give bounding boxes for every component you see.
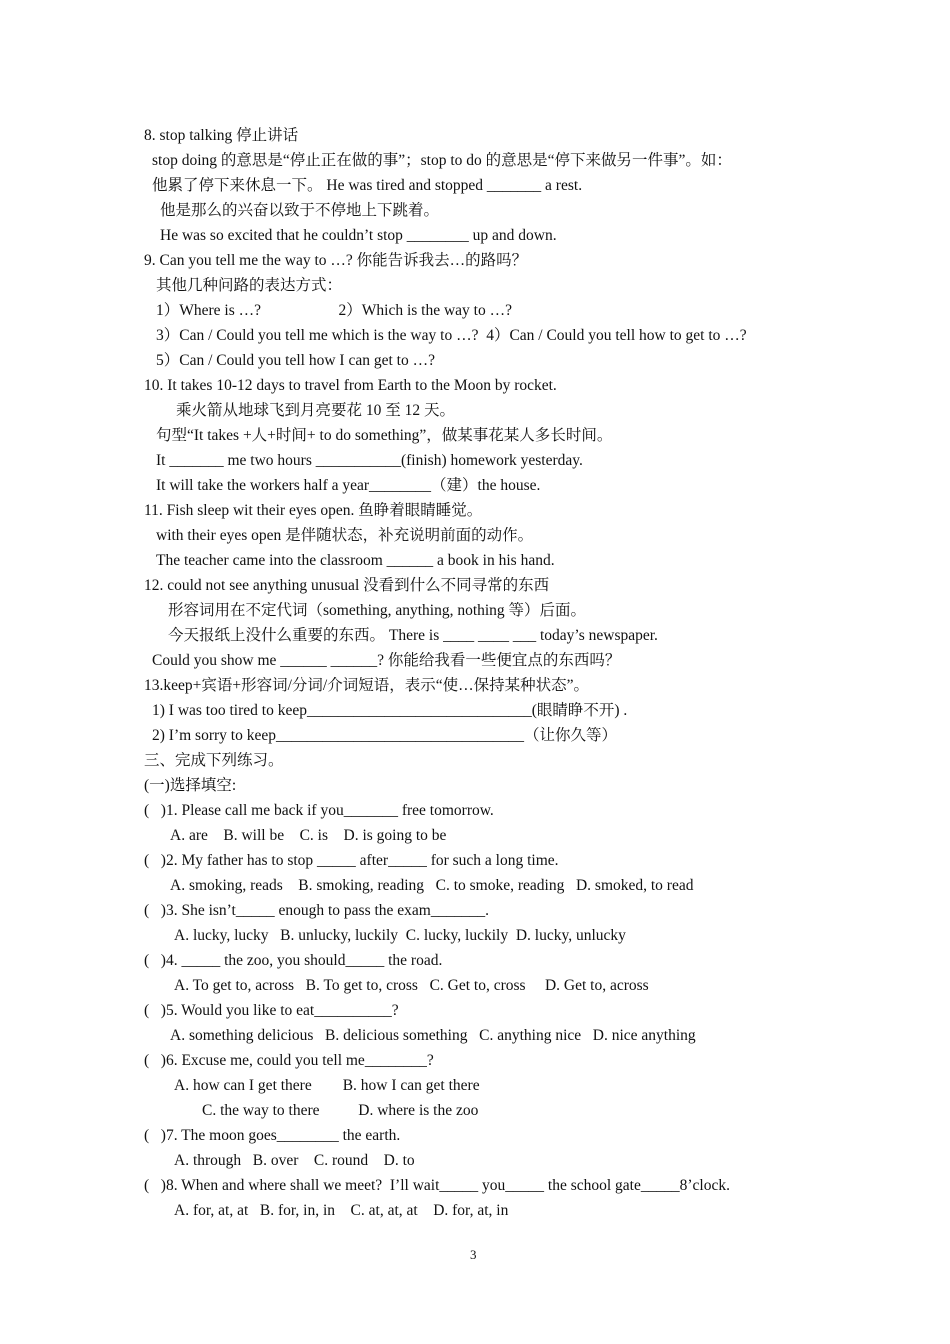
item-10-pattern: 句型“It takes +人+时间+ to do something”，做某事花某人多长时间。 <box>156 427 613 444</box>
question-1: ( )1. Please call me back if you_______ free tomorrow. <box>144 802 494 819</box>
item-8-example-1: 他累了停下来休息一下。 He was tired and stopped _______ a rest. <box>152 177 583 194</box>
item-12-exercise-2: Could you show me ______ ______? 你能给我看一些便宜点的东西吗？ <box>152 652 621 669</box>
question-5: ( )5. Would you like to eat__________? <box>144 1002 399 1019</box>
item-10-exercise-2: It will take the workers half a year________（建）the house. <box>156 477 541 494</box>
question-7: ( )7. The moon goes________ the earth. <box>144 1127 401 1144</box>
question-2: ( )2. My father has to stop _____ after_____ for such a long time. <box>144 852 559 869</box>
item-13-exercise-2: 2) I’m sorry to keep________________________________（让你久等） <box>152 727 617 744</box>
page-number: 3 <box>470 1247 477 1262</box>
item-11-exercise: The teacher came into the classroom ______ a book in his hand. <box>156 552 555 569</box>
question-8: ( )8. When and where shall we meet? I’ll wait_____ you_____ the school gate_____8’clock. <box>144 1177 730 1194</box>
subsection-heading: (一)选择填空: <box>144 777 237 794</box>
item-8-title: 8. stop talking 停止讲话 <box>144 127 299 144</box>
question-6-options-ab: A. how can I get there B. how I can get there <box>174 1077 480 1094</box>
item-10-exercise-1: It _______ me two hours ___________(finish) homework yesterday. <box>156 452 583 469</box>
item-8-example-2-cn: 他是那么的兴奋以致于不停地上下跳着。 <box>160 202 440 219</box>
item-12-title: 12. could not see anything unusual 没看到什么不同寻常的东西 <box>144 577 550 594</box>
item-8-example-2-en: He was so excited that he couldn’t stop ________ up and down. <box>160 227 557 244</box>
item-9-expr-3-4: 3）Can / Could you tell me which is the way to …? 4）Can / Could you tell how to get to …? <box>156 327 747 344</box>
question-6: ( )6. Excuse me, could you tell me________? <box>144 1052 434 1069</box>
question-4-options: A. To get to, across B. To get to, cross C. Get to, cross D. Get to, across <box>174 977 649 994</box>
item-10-title: 10. It takes 10-12 days to travel from Earth to the Moon by rocket. <box>144 377 557 394</box>
section-3-heading: 三、完成下列练习。 <box>144 752 284 769</box>
item-10-translation: 乘火箭从地球飞到月亮要花 10 至 12 天。 <box>176 402 456 419</box>
item-13-title: 13.keep+宾语+形容词/分词/介词短语，表示“使…保持某种状态”。 <box>144 677 589 694</box>
item-8-explanation: stop doing 的意思是“停止正在做的事”；stop to do 的意思是“停下来做另一件事”。如： <box>152 152 732 169</box>
item-9-title: 9. Can you tell me the way to …? 你能告诉我去…的路吗？ <box>144 252 528 269</box>
question-8-options: A. for, at, at B. for, in, in C. at, at, at D. for, at, in <box>174 1202 509 1219</box>
question-7-options: A. through B. over C. round D. to <box>174 1152 415 1169</box>
item-11-title: 11. Fish sleep wit their eyes open. 鱼睁着眼睛睡觉。 <box>144 502 483 519</box>
item-9-expr-1-2: 1）Where is …? 2）Which is the way to …? <box>156 302 512 319</box>
item-11-explanation: with their eyes open 是伴随状态，补充说明前面的动作。 <box>156 527 534 544</box>
question-1-options: A. are B. will be C. is D. is going to be <box>170 827 447 844</box>
question-3: ( )3. She isn’t_____ enough to pass the exam_______. <box>144 902 489 919</box>
question-2-options: A. smoking, reads B. smoking, reading C. to smoke, reading D. smoked, to read <box>170 877 694 894</box>
item-13-exercise-1: 1) I was too tired to keep_____________________________(眼睛睁不开) . <box>152 702 628 719</box>
item-9-expr-5: 5）Can / Could you tell how I can get to …? <box>156 352 435 369</box>
question-6-options-cd: C. the way to there D. where is the zoo <box>202 1102 479 1119</box>
question-3-options: A. lucky, lucky B. unlucky, luckily C. lucky, luckily D. lucky, unlucky <box>174 927 626 944</box>
item-12-explanation: 形容词用在不定代词（something, anything, nothing 等）后面。 <box>168 602 587 619</box>
question-5-options: A. something delicious B. delicious something C. anything nice D. nice anything <box>170 1027 696 1044</box>
item-9-subtitle: 其他几种问路的表达方式： <box>156 277 343 294</box>
item-12-exercise-1: 今天报纸上没什么重要的东西。 There is ____ ____ ___ today’s newspaper. <box>168 627 658 644</box>
question-4: ( )4. _____ the zoo, you should_____ the road. <box>144 952 443 969</box>
